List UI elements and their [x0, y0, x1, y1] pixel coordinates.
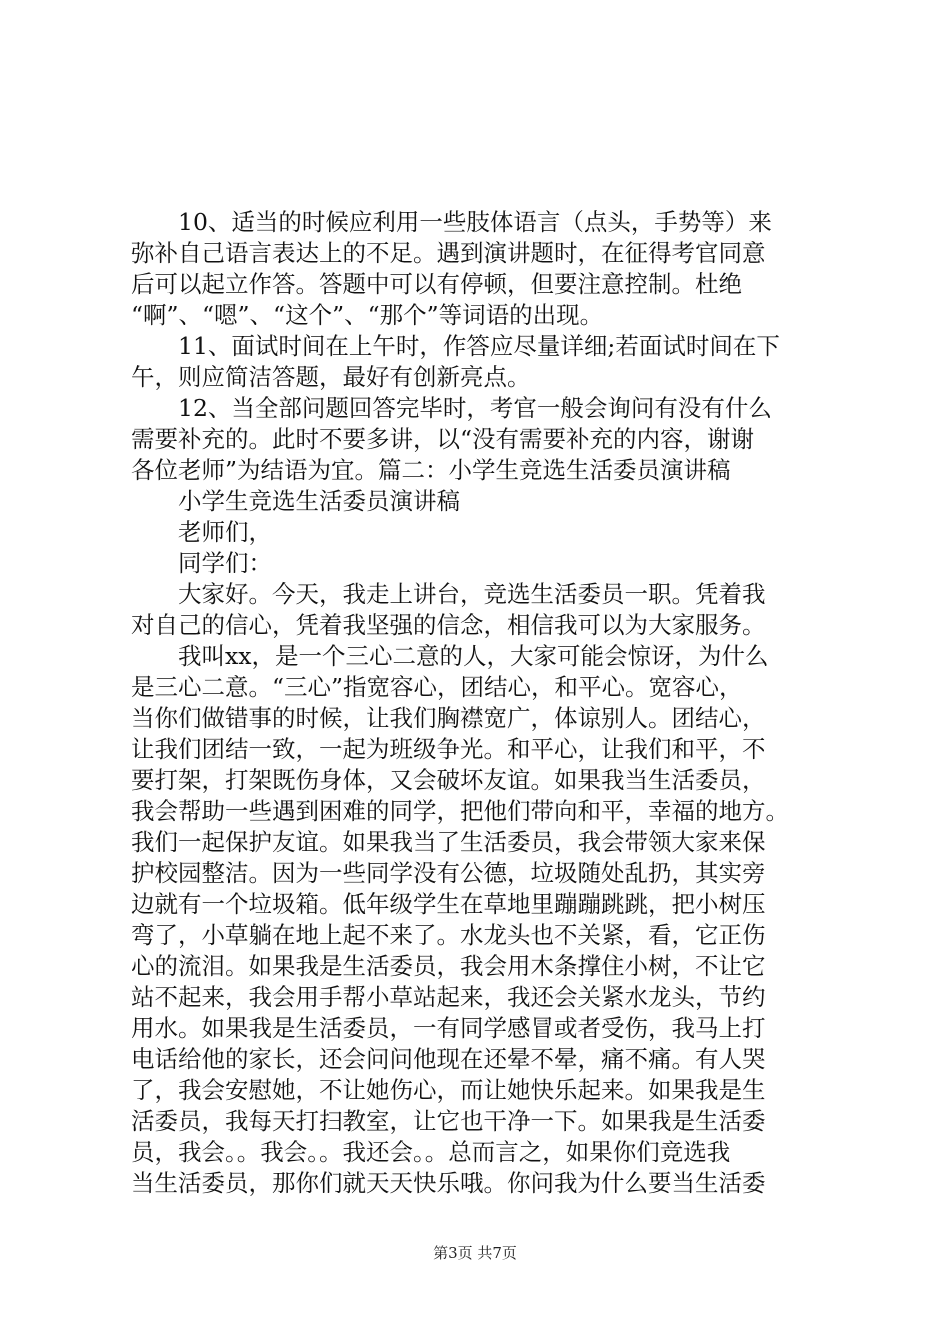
text-line: 当你们做错事的时候，让我们胸襟宽广，体谅别人。团结心，	[131, 704, 766, 732]
text-line: 10、适当的时候应利用一些肢体语言（点头，手势等）来	[178, 208, 772, 236]
text-line: 小学生竞选生活委员演讲稿	[178, 487, 460, 515]
text-line: 弥补自己语言表达上的不足。遇到演讲题时，在征得考官同意	[131, 239, 766, 267]
text-line: 站不起来，我会用手帮小草站起来，我还会关紧水龙头，节约	[131, 983, 766, 1011]
text-line: 用水。如果我是生活委员，一有同学感冒或者受伤，我马上打	[131, 1014, 766, 1042]
text-line: 12、当全部问题回答完毕时，考官一般会询问有没有什么	[178, 394, 772, 422]
text-line: 对自己的信心，凭着我坚强的信念，相信我可以为大家服务。	[131, 611, 766, 639]
text-line: 后可以起立作答。答题中可以有停顿，但要注意控制。杜绝	[131, 270, 742, 298]
text-line: 弯了，小草躺在地上起不来了。水龙头也不关紧，看，它正伤	[131, 921, 766, 949]
text-line: 需要补充的。此时不要多讲，以“没有需要补充的内容，谢谢	[131, 425, 755, 453]
text-line: 要打架，打架既伤身体，又会破坏友谊。如果我当生活委员，	[131, 766, 766, 794]
text-line: 边就有一个垃圾箱。低年级学生在草地里蹦蹦跳跳，把小树压	[131, 890, 766, 918]
text-line: 心的流泪。如果我是生活委员，我会用木条撑住小树，不让它	[131, 952, 766, 980]
text-line: 是三心二意。“三心”指宽容心，团结心，和平心。宽容心，	[131, 673, 743, 701]
text-line: 老师们，	[178, 518, 272, 546]
document-body	[131, 207, 831, 1199]
page-footer: 第3页 共7页	[433, 1244, 517, 1262]
text-line: 我叫xx，是一个三心二意的人，大家可能会惊讶，为什么	[178, 642, 769, 670]
text-line: “啊”、“嗯”、“这个”、“那个”等词语的出现。	[131, 301, 604, 329]
text-line: 了，我会安慰她，不让她伤心，而让她快乐起来。如果我是生	[131, 1076, 766, 1104]
text-line: 让我们团结一致，一起为班级争光。和平心，让我们和平，不	[131, 735, 766, 763]
text-line: 活委员，我每天打扫教室，让它也干净一下。如果我是生活委	[131, 1107, 766, 1135]
text-line: 员，我会。。我会。。我还会。。总而言之，如果你们竞选我	[131, 1138, 731, 1166]
text-line: 午，则应简洁答题，最好有创新亮点。	[131, 363, 531, 391]
text-line: 我们一起保护友谊。如果我当了生活委员，我会带领大家来保	[131, 828, 766, 856]
text-line: 各位老师”为结语为宜。篇二：小学生竞选生活委员演讲稿	[131, 456, 731, 484]
text-line: 同学们：	[178, 549, 272, 577]
text-line: 电话给他的家长，还会问问他现在还晕不晕，痛不痛。有人哭	[131, 1045, 766, 1073]
text-line: 我会帮助一些遇到困难的同学，把他们带向和平，幸福的地方。	[131, 797, 789, 825]
text-line: 11、面试时间在上午时，作答应尽量详细;若面试时间在下	[178, 332, 780, 360]
text-line: 当生活委员，那你们就天天快乐哦。你问我为什么要当生活委	[131, 1169, 766, 1197]
text-line: 大家好。今天，我走上讲台，竞选生活委员一职。凭着我	[178, 580, 766, 608]
text-line: 护校园整洁。因为一些同学没有公德，垃圾随处乱扔，其实旁	[131, 859, 766, 887]
